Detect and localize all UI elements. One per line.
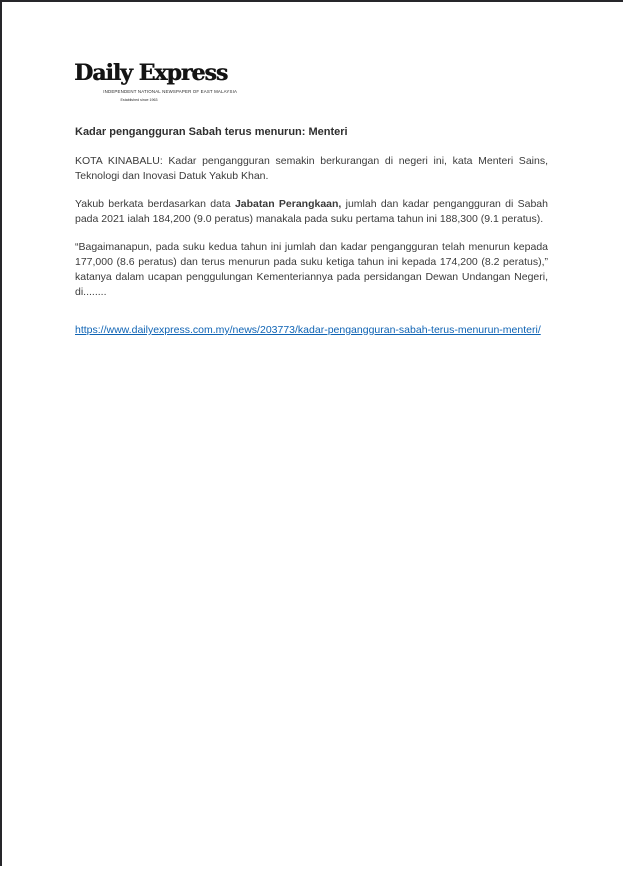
article-paragraph-1: KOTA KINABALU: Kadar pengangguran semakin berkurangan di negeri ini, kata Menteri Sains, Teknologi dan Inovasi Datuk Yakub Khan. [75, 155, 548, 182]
page-border-top [0, 0, 623, 2]
article-paragraph-2 [75, 197, 548, 227]
newspaper-logo: Daily Express [74, 60, 228, 86]
article-paragraph-3: “Bagaimanapun, pada suku kedua tahun ini jumlah dan kadar pengangguran telah menurun kepada 177,000 (8.6 peratus) dan terus menurun pada suku ketiga tahun ini kepada 174,200 (8.2 peratus),” katanya dalam ucapan penggulungan Kementeriannya pada persidangan Dewan Undangan Negeri, di........ [75, 241, 548, 298]
article-source-link-row [75, 323, 548, 338]
page-border-left [0, 0, 2, 866]
paragraph2-text-before: Yakub berkata berdasarkan data [75, 198, 235, 210]
masthead-established-line: Established since 1963 [120, 98, 158, 103]
paragraph2-bold-text: Jabatan Perangkaan, [234, 198, 342, 210]
paragraph2-text-after: jumlah dan kadar pengangguran di Sabah pada 2021 ialah 184,200 (9.0 peratus) manakala pada suku pertama tahun ini 188,300 (9.1 peratus). [75, 198, 548, 225]
article-source-link[interactable]: https://www.dailyexpress.com.my/news/203773/kadar-pengangguran-sabah-terus-menurun-menteri/ [75, 324, 541, 336]
article-body [75, 125, 548, 338]
newspaper-masthead [74, 60, 238, 107]
article-headline: Kadar pengangguran Sabah terus menurun: Menteri [75, 126, 348, 138]
masthead-tagline: INDEPENDENT NATIONAL NEWSPAPER OF EAST MALAYSIA [103, 89, 238, 94]
